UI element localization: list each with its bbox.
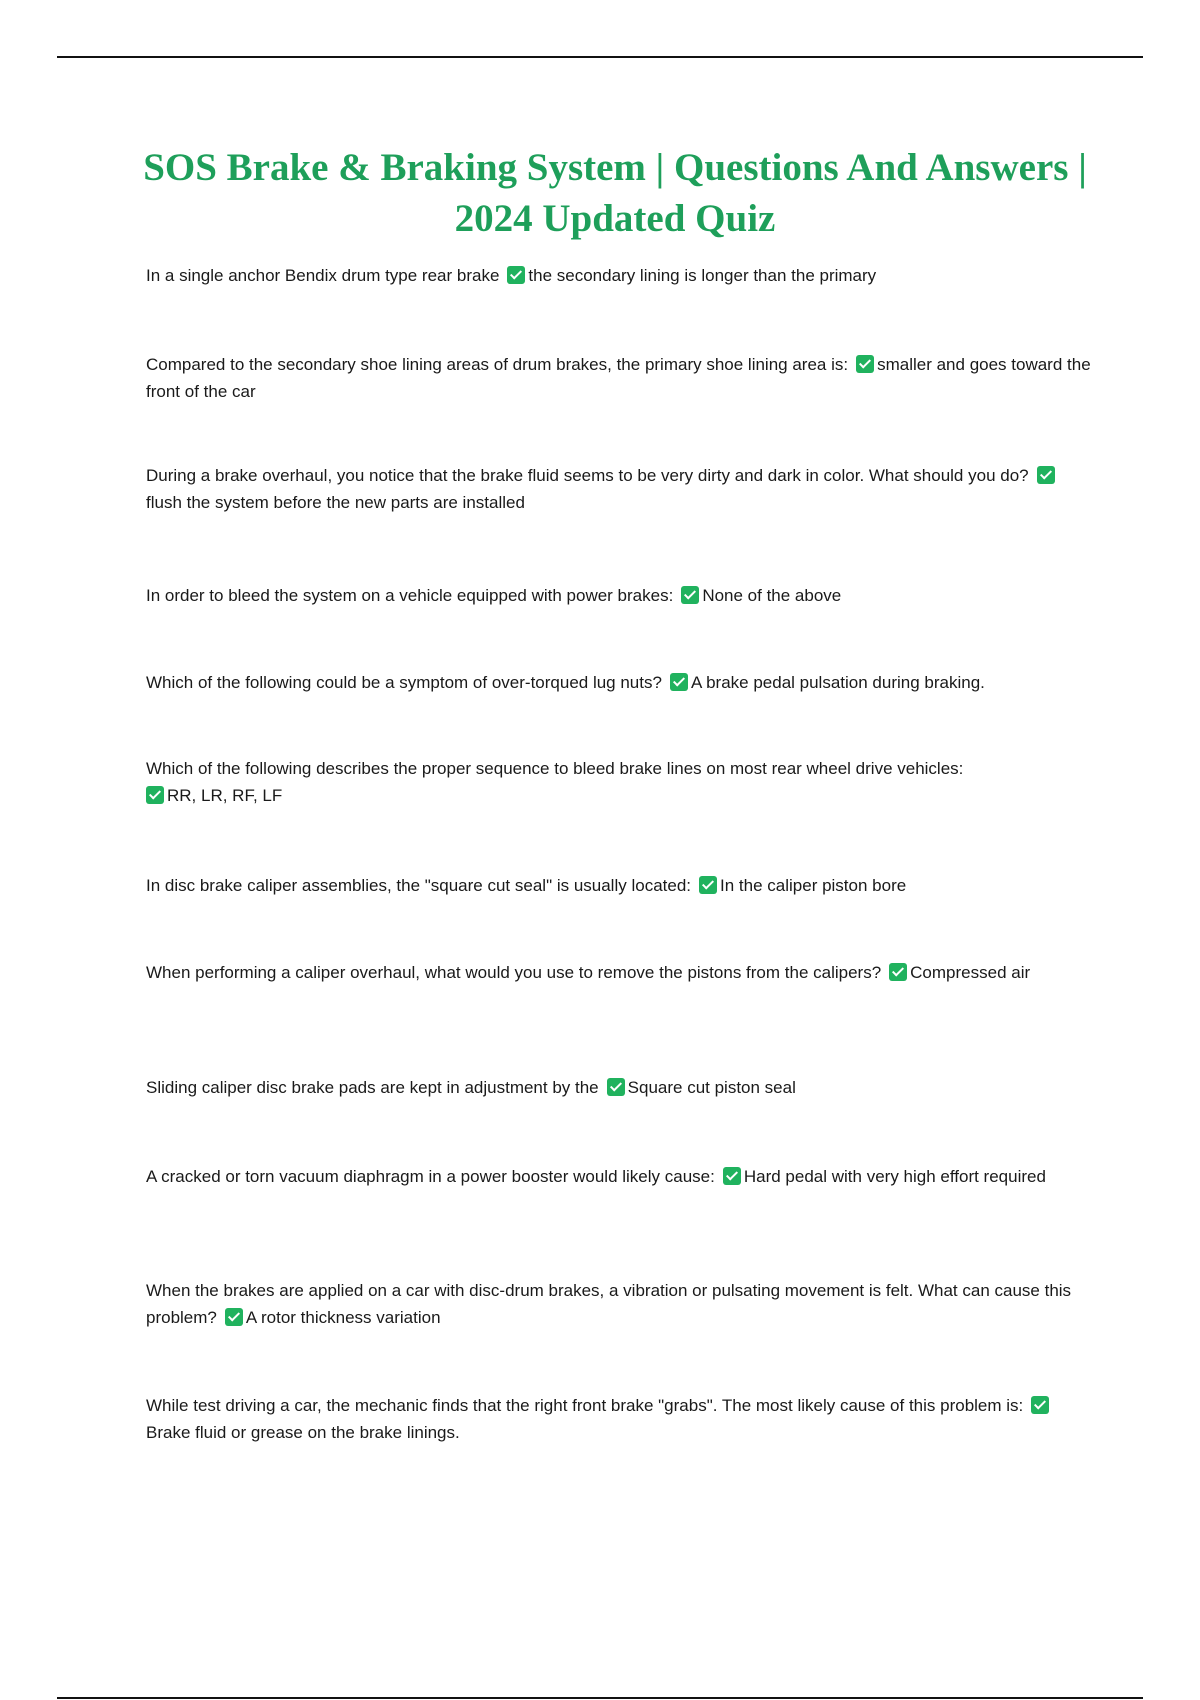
- check-mark-icon: [699, 876, 717, 894]
- answer-text: RR, LR, RF, LF: [167, 786, 283, 805]
- answer-text: smaller and goes toward the front of the car: [146, 355, 1091, 401]
- question-text: During a brake overhaul, you notice that the brake fluid seems to be very dirty and dark in color. What should you do?: [146, 466, 1029, 485]
- check-mark-icon: [670, 673, 688, 691]
- qa-item: [146, 1074, 1091, 1101]
- answer-text: Compressed air: [910, 963, 1031, 982]
- check-mark-icon: [856, 355, 874, 373]
- qa-item: [146, 755, 1091, 809]
- check-mark-icon: [681, 586, 699, 604]
- question-text: Which of the following describes the proper sequence to bleed brake lines on most rear wheel drive vehicles:: [146, 759, 964, 778]
- qa-item: [146, 959, 1091, 986]
- check-mark-icon: [1037, 466, 1055, 484]
- qa-item: [146, 669, 1091, 696]
- check-mark-icon: [507, 266, 525, 284]
- answer-text: A brake pedal pulsation during braking.: [690, 673, 985, 692]
- question-text: A cracked or torn vacuum diaphragm in a power booster would likely cause:: [146, 1167, 715, 1186]
- answer-text: Brake fluid or grease on the brake linings.: [146, 1423, 460, 1442]
- answer-text: None of the above: [702, 586, 842, 605]
- qa-item: [146, 872, 1091, 899]
- check-mark-icon: [723, 1167, 741, 1185]
- question-text: Sliding caliper disc brake pads are kept in adjustment by the: [146, 1078, 599, 1097]
- qa-item: [146, 351, 1091, 405]
- answer-text: the secondary lining is longer than the primary: [528, 266, 877, 285]
- question-text: Compared to the secondary shoe lining areas of drum brakes, the primary shoe lining area is:: [146, 355, 849, 374]
- page-title: SOS Brake & Braking System | Questions And Answers | 2024 Updated Quiz: [143, 146, 1087, 240]
- check-mark-icon: [225, 1308, 243, 1326]
- qa-item: [146, 1277, 1091, 1331]
- qa-item: [146, 262, 1091, 289]
- answer-text: Square cut piston seal: [627, 1078, 796, 1097]
- question-text: While test driving a car, the mechanic finds that the right front brake "grabs". The most likely cause of this problem is:: [146, 1396, 1024, 1415]
- question-text: When performing a caliper overhaul, what would you use to remove the pistons from the calipers?: [146, 963, 882, 982]
- answer-text: In the caliper piston bore: [720, 876, 907, 895]
- question-text: Which of the following could be a symptom of over-torqued lug nuts?: [146, 673, 662, 692]
- answer-text: A rotor thickness variation: [245, 1308, 441, 1327]
- qa-item: [146, 1163, 1091, 1190]
- check-mark-icon: [889, 963, 907, 981]
- check-mark-icon: [146, 786, 164, 804]
- check-mark-icon: [1031, 1396, 1049, 1414]
- qa-item: [146, 582, 1091, 609]
- qa-item: [146, 462, 1091, 516]
- check-mark-icon: [607, 1078, 625, 1096]
- question-text: In disc brake caliper assemblies, the "square cut seal" is usually located:: [146, 876, 692, 895]
- bottom-rule: [57, 1697, 1143, 1699]
- answer-text: Hard pedal with very high effort required: [743, 1167, 1046, 1186]
- question-text: In order to bleed the system on a vehicle equipped with power brakes:: [146, 586, 674, 605]
- question-text: In a single anchor Bendix drum type rear brake: [146, 266, 500, 285]
- answer-text: flush the system before the new parts are installed: [146, 493, 525, 512]
- question-text: When the brakes are applied on a car with disc-drum brakes, a vibration or pulsating movement is felt. What can cause this problem?: [146, 1281, 1072, 1327]
- qa-item: [146, 1392, 1091, 1446]
